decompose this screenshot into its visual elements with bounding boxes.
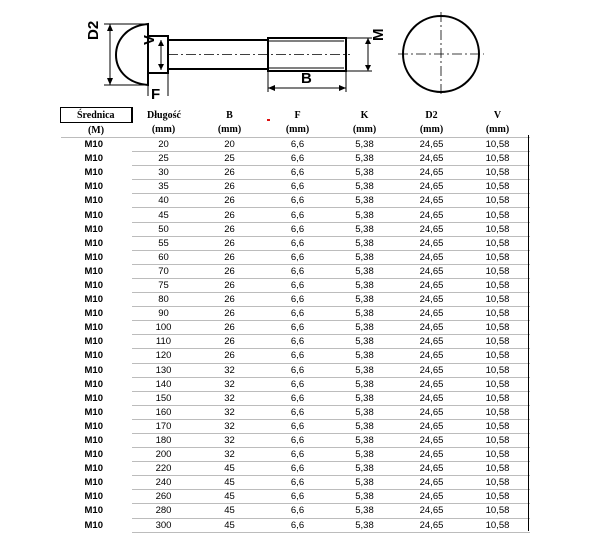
header-row-names — [61, 108, 530, 123]
cell-k: 5,38 — [332, 293, 398, 307]
table-row — [61, 391, 530, 405]
cell-d2: 24,65 — [398, 236, 466, 250]
cell-v: 10,58 — [466, 476, 530, 490]
cell-v: 10,58 — [466, 518, 530, 532]
cell-f: 6,6 — [264, 194, 332, 208]
cell-f: 6,6 — [264, 490, 332, 504]
cell-length: 150 — [132, 391, 196, 405]
cell-d2: 24,65 — [398, 293, 466, 307]
cell-d2: 24,65 — [398, 264, 466, 278]
header-length: Długość — [147, 109, 181, 121]
cell-v: 10,58 — [466, 250, 530, 264]
cell-d2: 24,65 — [398, 448, 466, 462]
table-right-rule — [528, 135, 529, 531]
cell-length: 55 — [132, 236, 196, 250]
cell-d2: 24,65 — [398, 476, 466, 490]
table-row — [61, 293, 530, 307]
unit-diameter: (M) — [61, 123, 132, 138]
table-row — [61, 504, 530, 518]
cell-length: 20 — [132, 138, 196, 152]
cell-k: 5,38 — [332, 518, 398, 532]
cell-k: 5,38 — [332, 138, 398, 152]
cell-v: 10,58 — [466, 391, 530, 405]
cell-v: 10,58 — [466, 194, 530, 208]
table-row — [61, 490, 530, 504]
cell-b: 26 — [196, 222, 264, 236]
cell-f: 6,6 — [264, 264, 332, 278]
header-f: F — [264, 108, 332, 123]
cell-d2: 24,65 — [398, 321, 466, 335]
cell-b: 32 — [196, 377, 264, 391]
table-row — [61, 250, 530, 264]
cell-b: 45 — [196, 490, 264, 504]
cell-k: 5,38 — [332, 208, 398, 222]
cell-length: 170 — [132, 419, 196, 433]
table-row — [61, 405, 530, 419]
cell-k: 5,38 — [332, 448, 398, 462]
table-row — [61, 377, 530, 391]
cell-f: 6,6 — [264, 433, 332, 447]
cell-k: 5,38 — [332, 490, 398, 504]
cell-d2: 24,65 — [398, 518, 466, 532]
table-row — [61, 208, 530, 222]
cell-b: 32 — [196, 419, 264, 433]
cell-b: 32 — [196, 405, 264, 419]
cell-v: 10,58 — [466, 462, 530, 476]
cell-b: 26 — [196, 349, 264, 363]
cell-d2: 24,65 — [398, 363, 466, 377]
table-row — [61, 166, 530, 180]
table-row — [61, 307, 530, 321]
cell-diameter: M10 — [84, 139, 103, 151]
cell-f: 6,6 — [264, 180, 332, 194]
cell-v: 10,58 — [466, 293, 530, 307]
cell-length: 280 — [132, 504, 196, 518]
cell-b: 45 — [196, 504, 264, 518]
cell-v: 10,58 — [466, 180, 530, 194]
cell-f: 6,6 — [264, 349, 332, 363]
cell-v: 10,58 — [466, 222, 530, 236]
cell-d2: 24,65 — [398, 405, 466, 419]
cell-d2: 24,65 — [398, 349, 466, 363]
unit-v: (mm) — [466, 123, 530, 138]
cell-length: 80 — [132, 293, 196, 307]
table-row — [61, 349, 530, 363]
table-row — [61, 222, 530, 236]
unit-f: (mm) — [264, 123, 332, 138]
cell-d2: 24,65 — [398, 433, 466, 447]
table-row — [61, 462, 530, 476]
f-label: F — [151, 86, 161, 103]
cell-diameter: M10 — [84, 336, 103, 348]
cell-diameter: M10 — [84, 153, 103, 165]
cell-length: 240 — [132, 476, 196, 490]
cell-length: 50 — [132, 222, 196, 236]
cell-b: 26 — [196, 335, 264, 349]
cell-d2: 24,65 — [398, 208, 466, 222]
unit-k: (mm) — [332, 123, 398, 138]
cell-length: 130 — [132, 363, 196, 377]
cell-v: 10,58 — [466, 138, 530, 152]
cell-diameter: M10 — [84, 449, 103, 461]
cell-length: 45 — [132, 208, 196, 222]
v-arrow-bottom — [158, 64, 164, 70]
cell-diameter: M10 — [84, 463, 103, 475]
table-row — [61, 448, 530, 462]
cell-f: 6,6 — [264, 166, 332, 180]
cell-v: 10,58 — [466, 307, 530, 321]
cell-v: 10,58 — [466, 236, 530, 250]
table-row — [61, 138, 530, 152]
cell-f: 6,6 — [264, 504, 332, 518]
cell-k: 5,38 — [332, 349, 398, 363]
cell-k: 5,38 — [332, 433, 398, 447]
cell-v: 10,58 — [466, 208, 530, 222]
cell-diameter: M10 — [84, 378, 103, 390]
cell-k: 5,38 — [332, 264, 398, 278]
cell-k: 5,38 — [332, 419, 398, 433]
cell-d2: 24,65 — [398, 166, 466, 180]
cell-b: 26 — [196, 166, 264, 180]
b-label: B — [301, 70, 312, 87]
table-row — [61, 518, 530, 532]
cell-diameter: M10 — [84, 237, 103, 249]
cell-v: 10,58 — [466, 433, 530, 447]
cell-k: 5,38 — [332, 152, 398, 166]
m-label: M — [370, 28, 387, 41]
bolt-drawing-svg — [0, 0, 600, 102]
header-d2: D2 — [425, 109, 438, 121]
cell-f: 6,6 — [264, 222, 332, 236]
cell-d2: 24,65 — [398, 138, 466, 152]
cell-d2: 24,65 — [398, 194, 466, 208]
cell-diameter: M10 — [84, 279, 103, 291]
cell-diameter: M10 — [84, 350, 103, 362]
cell-length: 90 — [132, 307, 196, 321]
table-row — [61, 363, 530, 377]
cell-b: 20 — [196, 138, 264, 152]
cell-f: 6,6 — [264, 363, 332, 377]
cell-d2: 24,65 — [398, 490, 466, 504]
cell-diameter: M10 — [84, 491, 103, 503]
cell-k: 5,38 — [332, 363, 398, 377]
cell-v: 10,58 — [466, 448, 530, 462]
header-row-units — [61, 123, 530, 138]
b-arrow-right — [339, 85, 346, 91]
cell-v: 10,58 — [466, 321, 530, 335]
cell-k: 5,38 — [332, 180, 398, 194]
cell-k: 5,38 — [332, 462, 398, 476]
d2-label: D2 — [85, 20, 102, 40]
spec-table-body — [61, 138, 530, 533]
cell-d2: 24,65 — [398, 377, 466, 391]
cell-k: 5,38 — [332, 504, 398, 518]
cell-b: 32 — [196, 363, 264, 377]
cell-length: 100 — [132, 321, 196, 335]
cell-diameter: M10 — [84, 364, 103, 376]
cell-b: 26 — [196, 278, 264, 292]
cell-k: 5,38 — [332, 391, 398, 405]
cell-diameter: M10 — [84, 505, 103, 517]
cell-f: 6,6 — [264, 335, 332, 349]
cell-diameter: M10 — [84, 519, 103, 531]
bolt-drawing — [0, 0, 600, 102]
table-row — [61, 180, 530, 194]
cell-k: 5,38 — [332, 250, 398, 264]
cell-length: 70 — [132, 264, 196, 278]
cell-k: 5,38 — [332, 321, 398, 335]
spec-table — [60, 107, 530, 533]
cell-f: 6,6 — [264, 391, 332, 405]
v-label: V — [141, 34, 158, 45]
cell-diameter: M10 — [84, 294, 103, 306]
cell-d2: 24,65 — [398, 250, 466, 264]
cell-v: 10,58 — [466, 405, 530, 419]
cell-b: 26 — [196, 208, 264, 222]
cell-k: 5,38 — [332, 166, 398, 180]
cell-b: 26 — [196, 264, 264, 278]
cell-v: 10,58 — [466, 504, 530, 518]
table-row — [61, 433, 530, 447]
cell-v: 10,58 — [466, 363, 530, 377]
cell-f: 6,6 — [264, 293, 332, 307]
header-v: V — [493, 109, 502, 121]
cell-v: 10,58 — [466, 490, 530, 504]
cell-length: 200 — [132, 448, 196, 462]
table-row — [61, 419, 530, 433]
cell-b: 45 — [196, 462, 264, 476]
cell-d2: 24,65 — [398, 222, 466, 236]
cell-v: 10,58 — [466, 264, 530, 278]
cell-diameter: M10 — [84, 406, 103, 418]
cell-v: 10,58 — [466, 335, 530, 349]
cell-b: 45 — [196, 518, 264, 532]
cell-length: 140 — [132, 377, 196, 391]
header-diameter: Średnica — [61, 108, 132, 123]
cell-v: 10,58 — [466, 152, 530, 166]
cell-b: 45 — [196, 476, 264, 490]
cell-diameter: M10 — [84, 265, 103, 277]
cell-diameter: M10 — [84, 223, 103, 235]
cell-d2: 24,65 — [398, 504, 466, 518]
bolt-head — [116, 24, 148, 85]
cell-length: 25 — [132, 152, 196, 166]
cell-f: 6,6 — [264, 377, 332, 391]
cell-v: 10,58 — [466, 166, 530, 180]
cell-b: 32 — [196, 433, 264, 447]
cell-k: 5,38 — [332, 194, 398, 208]
cell-b: 26 — [196, 180, 264, 194]
cell-f: 6,6 — [264, 321, 332, 335]
cell-b: 26 — [196, 250, 264, 264]
cell-length: 110 — [132, 335, 196, 349]
cell-b: 32 — [196, 448, 264, 462]
cell-diameter: M10 — [84, 209, 103, 221]
cell-f: 6,6 — [264, 476, 332, 490]
cell-b: 26 — [196, 293, 264, 307]
cell-length: 180 — [132, 433, 196, 447]
cell-d2: 24,65 — [398, 391, 466, 405]
cell-length: 120 — [132, 349, 196, 363]
cell-k: 5,38 — [332, 335, 398, 349]
b-arrow-left — [268, 85, 275, 91]
header-b: B — [226, 109, 233, 121]
cell-length: 60 — [132, 250, 196, 264]
cell-v: 10,58 — [466, 349, 530, 363]
cell-f: 6,6 — [264, 448, 332, 462]
cell-diameter: M10 — [84, 251, 103, 263]
cell-b: 26 — [196, 321, 264, 335]
cell-f: 6,6 — [264, 307, 332, 321]
table-row — [61, 278, 530, 292]
cell-k: 5,38 — [332, 377, 398, 391]
cell-d2: 24,65 — [398, 335, 466, 349]
d2-arrow-top — [107, 24, 113, 31]
cell-f: 6,6 — [264, 138, 332, 152]
v-arrow-top — [158, 40, 164, 46]
unit-b: (mm) — [196, 123, 264, 138]
cell-f: 6,6 — [264, 518, 332, 532]
cell-diameter: M10 — [84, 181, 103, 193]
cell-f: 6,6 — [264, 250, 332, 264]
cell-k: 5,38 — [332, 476, 398, 490]
cell-d2: 24,65 — [398, 419, 466, 433]
cell-f: 6,6 — [264, 236, 332, 250]
cell-k: 5,38 — [332, 236, 398, 250]
cell-d2: 24,65 — [398, 278, 466, 292]
unit-length: (mm) — [132, 123, 196, 138]
cell-diameter: M10 — [84, 435, 103, 447]
table-row — [61, 152, 530, 166]
cell-v: 10,58 — [466, 419, 530, 433]
table-row — [61, 264, 530, 278]
cell-b: 25 — [196, 152, 264, 166]
cell-diameter: M10 — [84, 420, 103, 432]
cell-diameter: M10 — [84, 167, 103, 179]
cell-d2: 24,65 — [398, 462, 466, 476]
cell-f: 6,6 — [264, 419, 332, 433]
cell-length: 35 — [132, 180, 196, 194]
cell-d2: 24,65 — [398, 307, 466, 321]
m-arrow-bottom — [365, 65, 371, 71]
cell-diameter: M10 — [84, 195, 103, 207]
header-k: K — [360, 109, 369, 121]
cell-length: 40 — [132, 194, 196, 208]
cell-b: 26 — [196, 307, 264, 321]
cell-f: 6,6 — [264, 405, 332, 419]
cell-k: 5,38 — [332, 278, 398, 292]
cell-k: 5,38 — [332, 222, 398, 236]
cell-length: 30 — [132, 166, 196, 180]
cell-k: 5,38 — [332, 307, 398, 321]
table-row — [61, 194, 530, 208]
table-row — [61, 476, 530, 490]
cell-f: 6,6 — [264, 152, 332, 166]
cell-diameter: M10 — [84, 392, 103, 404]
cell-v: 10,58 — [466, 377, 530, 391]
cell-k: 5,38 — [332, 405, 398, 419]
cell-length: 75 — [132, 278, 196, 292]
cell-diameter: M10 — [84, 308, 103, 320]
cell-b: 26 — [196, 236, 264, 250]
unit-d2: (mm) — [398, 123, 466, 138]
cell-diameter: M10 — [84, 322, 103, 334]
cell-d2: 24,65 — [398, 180, 466, 194]
cell-f: 6,6 — [264, 208, 332, 222]
table-row — [61, 321, 530, 335]
cell-length: 260 — [132, 490, 196, 504]
cell-length: 220 — [132, 462, 196, 476]
cell-b: 32 — [196, 391, 264, 405]
cell-f: 6,6 — [264, 462, 332, 476]
cell-diameter: M10 — [84, 477, 103, 489]
cell-f: 6,6 — [264, 278, 332, 292]
cell-d2: 24,65 — [398, 152, 466, 166]
table-row — [61, 335, 530, 349]
d2-arrow-bottom — [107, 78, 113, 85]
cell-length: 160 — [132, 405, 196, 419]
cell-b: 26 — [196, 194, 264, 208]
cell-length: 300 — [132, 518, 196, 532]
cell-v: 10,58 — [466, 278, 530, 292]
table-row — [61, 236, 530, 250]
